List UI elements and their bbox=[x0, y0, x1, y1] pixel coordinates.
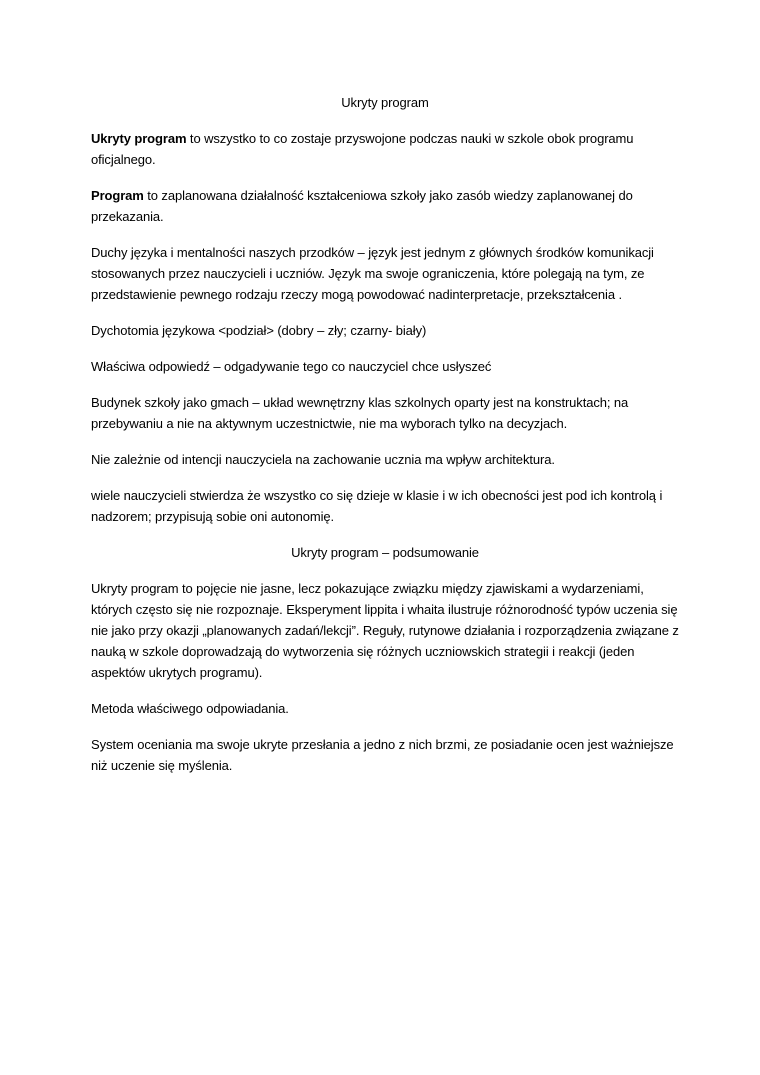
document-body bbox=[91, 92, 679, 791]
paragraph-dychotomia: Dychotomia językowa <podział> (dobry – zły; czarny- biały) bbox=[91, 323, 427, 338]
paragraph-program-definition bbox=[91, 185, 679, 227]
document-title: Ukryty program bbox=[341, 95, 429, 110]
term-program: Program bbox=[91, 188, 144, 203]
paragraph-wlasciwa-odpowiedz: Właściwa odpowiedź – odgadywanie tego co nauczyciel chce usłyszeć bbox=[91, 359, 492, 374]
definition-text: to zaplanowana działalność kształceniowa szkoły jako zasób wiedzy zaplanowanej do przekazania. bbox=[91, 188, 633, 224]
section-heading-podsumowanie: Ukryty program – podsumowanie bbox=[291, 545, 479, 560]
paragraph-system-oceniania: System oceniania ma swoje ukryte przesłania a jedno z nich brzmi, ze posiadanie ocen jest ważniejsze niż uczenie się myślenia. bbox=[91, 737, 674, 773]
paragraph-podsumowanie: Ukryty program to pojęcie nie jasne, lecz pokazujące związku między zjawiskami a wydarzeniami, których często się nie rozpoznaje. Eksperyment lippita i whaita ilustruje różnorodność typów uczenia się nie jako przy okazji „planowanych zadań/lekcji”. Reguły, rutynowe działania i rozporządzenia związane z nauką w szkole doprowadzają do wytworzenia się różnych uczniowskich strategii i reakcji (jeden aspektów ukrytych programu). bbox=[91, 581, 679, 680]
term-ukryty-program: Ukryty program bbox=[91, 131, 187, 146]
paragraph-budynek-szkoly: Budynek szkoły jako gmach – układ wewnętrzny klas szkolnych oparty jest na konstruktach; na przebywaniu a nie na aktywnym uczestnictwie, nie ma wyborach tylko na decyzjach. bbox=[91, 395, 629, 431]
paragraph-duchy-jezyka: Duchy języka i mentalności naszych przodków – język jest jednym z głównych środków komunikacji stosowanych przez nauczycieli i uczniów. Język ma swoje ograniczenia, które polegają na tym, ze przedstawienie pewnego rodzaju rzeczy mogą powodować nadinterpretacje, przekształcenia . bbox=[91, 245, 654, 302]
paragraph-ukryty-program-definition bbox=[91, 128, 679, 170]
paragraph-architektura: Nie zależnie od intencji nauczyciela na zachowanie ucznia ma wpływ architektura. bbox=[91, 452, 555, 467]
definition-text: to wszystko to co zostaje przyswojone podczas nauki w szkole obok programu oficjalnego. bbox=[91, 131, 634, 167]
paragraph-kontrola: wiele nauczycieli stwierdza że wszystko co się dzieje w klasie i w ich obecności jest pod ich kontrolą i nadzorem; przypisują sobie oni autonomię. bbox=[91, 488, 663, 524]
paragraph-metoda: Metoda właściwego odpowiadania. bbox=[91, 701, 289, 716]
